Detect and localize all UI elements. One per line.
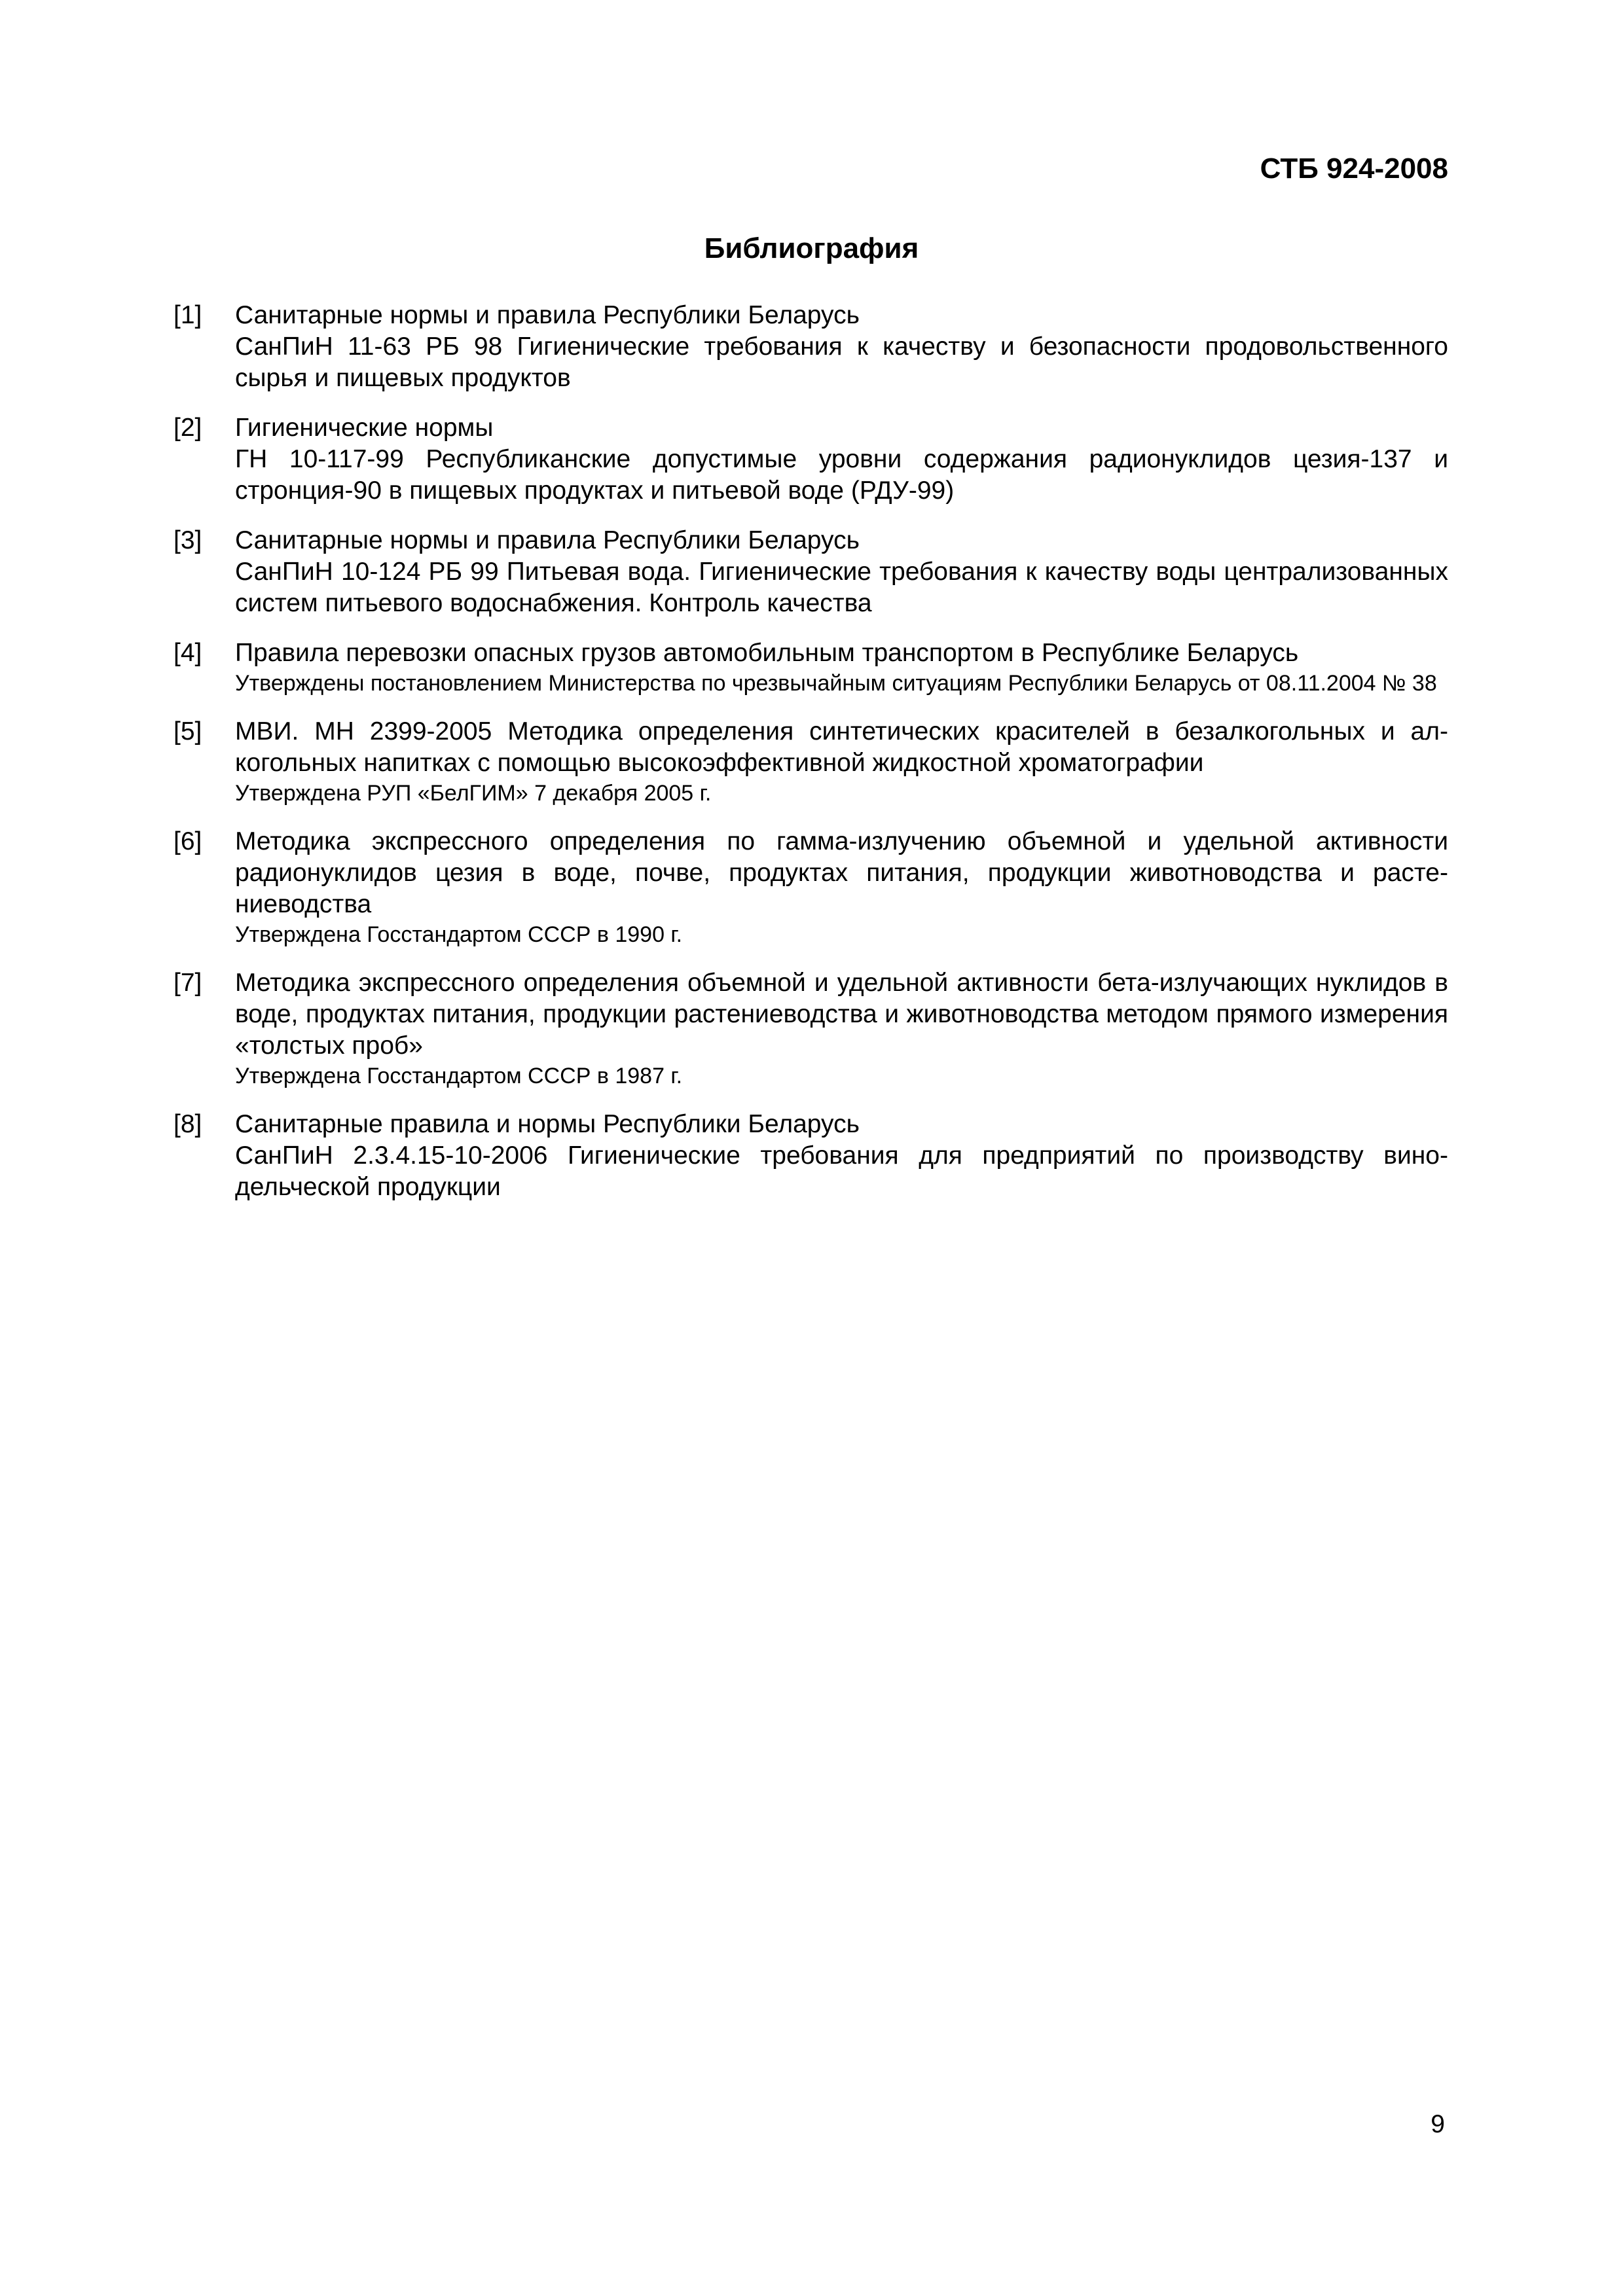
bibliography-entry (173, 967, 1448, 1090)
entry-text: Санитарные нормы и правила Республики Беларусь (235, 526, 860, 554)
entry-number: [4] (173, 639, 202, 667)
entry-text: МВИ. МН 2399-2005 Методика определения синтетических красителей в безалкогольных и алкогольных напитках с помощью высокоэффективной жидкостной хроматографии (235, 717, 1448, 777)
entry-approval-note: Утверждена РУП «БелГИМ» 7 декабря 2005 г. (235, 781, 712, 806)
entry-body (235, 967, 1448, 1090)
bibliography-entry (173, 716, 1448, 808)
entry-body (235, 525, 1448, 619)
bibliography-entry (173, 300, 1448, 394)
entry-number: [2] (173, 414, 202, 442)
entry-approval-note: Утверждены постановлением Министерства по чрезвычайным ситуациям Республики Беларусь от 08.11.2004 № 38 (235, 671, 1437, 696)
document-code: СТБ 924-2008 (1260, 152, 1448, 185)
entry-number: [1] (173, 301, 202, 329)
entry-body (235, 716, 1448, 808)
bibliography-entry (173, 525, 1448, 619)
entry-text: Методика экспрессного определения по гамма-излучению объемной и удельной активности радионуклидов цезия в воде, почве, продуктах питания, продукции животноводства и растениеводства (235, 827, 1448, 918)
entry-text: Методика экспрессного определения объемной и удельной активности бета-излучающих нуклидов в воде, продуктах питания, продукции растениеводства и животноводства методом прямого измерения «толстых проб» (235, 969, 1448, 1060)
entry-text: СанПиН 10-124 РБ 99 Питьевая вода. Гигиенические требования к качеству воды централизованных систем питьевого водоснабжения. Контроль качества (235, 558, 1448, 617)
entry-text: СанПиН 2.3.4.15-10-2006 Гигиенические требования для предприятий по производству винодельческой продукции (235, 1141, 1448, 1201)
page-number: 9 (1431, 2110, 1445, 2138)
bibliography-entry (173, 826, 1448, 949)
page-title: Библиография (704, 232, 919, 264)
entry-body (235, 826, 1448, 949)
entry-number: [8] (173, 1110, 202, 1138)
entry-body (235, 1109, 1448, 1203)
bibliography-list (173, 300, 1448, 1221)
entry-text: ГН 10-117-99 Республиканские допустимые уровни содержания радионуклидов цезия-137 и стронция-90 в пищевых продуктах и питьевой воде (РДУ-99) (235, 445, 1448, 505)
entry-approval-note: Утверждена Госстандартом СССР в 1990 г. (235, 922, 683, 947)
entry-text: Правила перевозки опасных грузов автомобильным транспортом в Республике Беларусь (235, 639, 1299, 667)
entry-body (235, 300, 1448, 394)
entry-approval-note: Утверждена Госстандартом СССР в 1987 г. (235, 1064, 683, 1088)
entry-text: Санитарные нормы и правила Республики Беларусь (235, 301, 860, 329)
entry-number: [7] (173, 969, 202, 997)
entry-number: [6] (173, 827, 202, 855)
entry-text: Гигиенические нормы (235, 414, 494, 442)
entry-number: [3] (173, 526, 202, 554)
bibliography-entry (173, 637, 1448, 698)
entry-number: [5] (173, 717, 202, 745)
bibliography-entry (173, 412, 1448, 507)
entry-text: Санитарные правила и нормы Республики Беларусь (235, 1110, 860, 1138)
bibliography-entry (173, 1109, 1448, 1203)
entry-body (235, 412, 1448, 507)
entry-body (235, 637, 1448, 698)
entry-text: СанПиН 11-63 РБ 98 Гигиенические требования к качеству и безопасности продовольственного сырья и пищевых продуктов (235, 332, 1448, 392)
